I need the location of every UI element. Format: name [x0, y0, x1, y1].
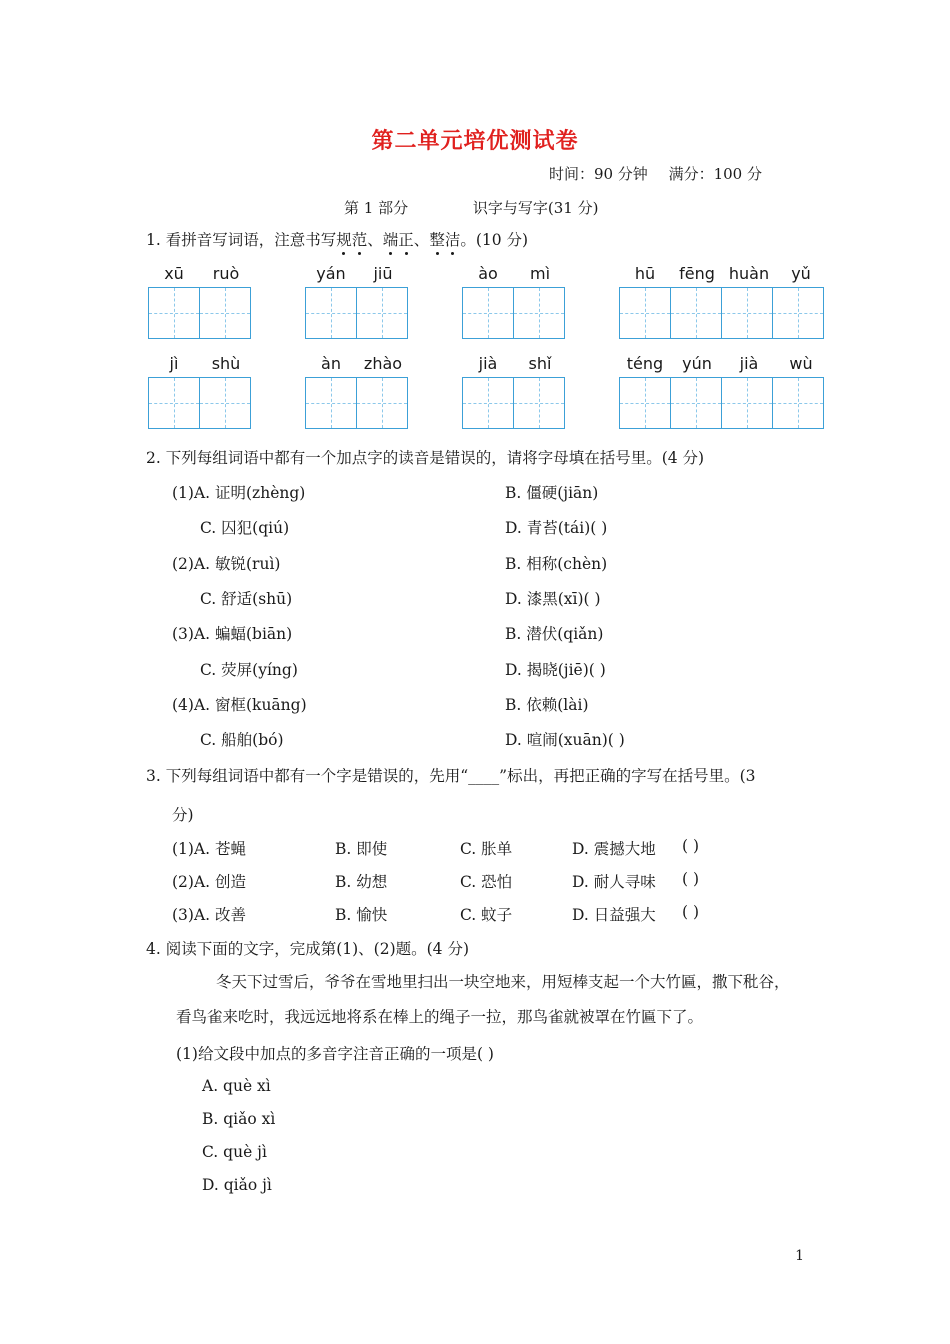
q2-option: B. 僵硬(jiān) [505, 484, 599, 502]
q2-option: (1)A. 证明(zhèng) [172, 484, 306, 502]
writing-cell[interactable] [148, 377, 200, 429]
page-number: 1 [795, 1248, 804, 1264]
q2-option[interactable]: D. 喧闹(xuān)( ) [505, 731, 625, 749]
pinyin-label: yǔ [791, 264, 811, 283]
writing-cell[interactable] [671, 377, 722, 429]
q3-option: C. 蚊子 [460, 906, 513, 924]
q3-option: B. 愉快 [335, 906, 388, 924]
q3-answer-blank[interactable]: ( ) [682, 837, 700, 855]
q3-option: C. 胀单 [460, 840, 513, 858]
writing-cell[interactable] [619, 287, 671, 339]
pinyin-label: ruò [212, 264, 240, 283]
part-name: 识字与写字(31 分) [472, 199, 599, 217]
writing-cell[interactable] [671, 287, 722, 339]
q2-option: (4)A. 窗框(kuāng) [172, 696, 307, 714]
q2-option: (2)A. 敏锐(ruì) [172, 555, 281, 573]
q3-answer-blank[interactable]: ( ) [682, 870, 700, 888]
writing-cell[interactable] [305, 377, 357, 429]
pinyin-label: àn [321, 354, 341, 373]
q3-option: D. 日益强大 [572, 906, 656, 924]
writing-cell[interactable] [357, 287, 408, 339]
pinyin-label: jià [478, 354, 498, 373]
pinyin-label: hū [634, 264, 656, 283]
q3-option: B. 幼想 [335, 873, 388, 891]
pinyin-group-4 [619, 264, 827, 339]
pinyin-label: jià [739, 354, 759, 373]
q4-option-b[interactable]: B. qiǎo xì [202, 1110, 276, 1128]
q3-option: (3)A. 改善 [172, 906, 247, 924]
pinyin-group-2 [305, 264, 409, 339]
q3-option: C. 恐怕 [460, 873, 513, 891]
q3-option: (1)A. 苍蝇 [172, 840, 247, 858]
question-2-stem: 2. 下列每组词语中都有一个加点字的读音是错误的，请将字母填在括号里。(4 分) [146, 449, 705, 467]
pinyin-label: xū [164, 264, 184, 283]
pinyin-group-8 [619, 354, 827, 429]
q3-answer-blank[interactable]: ( ) [682, 903, 700, 921]
writing-cell[interactable] [305, 287, 357, 339]
q3-option: B. 即使 [335, 840, 388, 858]
writing-cell[interactable] [357, 377, 408, 429]
writing-cell[interactable] [722, 287, 773, 339]
question-3-stem: 3. 下列每组词语中都有一个字是错误的，先用“____”标出，再把正确的字写在括号里。(3 [146, 767, 756, 785]
q4-option-a[interactable]: A. què xì [202, 1077, 271, 1095]
q2-option: B. 相称(chèn) [505, 555, 608, 573]
time-limit: 时间：90 分钟 [548, 165, 648, 183]
pinyin-label: shǐ [528, 354, 552, 373]
q2-option[interactable]: D. 揭晓(jiē)( ) [505, 661, 606, 679]
pinyin-label: jiū [373, 264, 393, 283]
exam-meta [549, 163, 762, 184]
pinyin-label: fēng [679, 264, 715, 283]
q2-option: B. 潜伏(qiǎn) [505, 625, 604, 643]
q4-option-c[interactable]: C. què jì [202, 1143, 267, 1161]
writing-cell[interactable] [148, 287, 200, 339]
q2-option[interactable]: D. 漆黑(xī)( ) [505, 590, 601, 608]
pinyin-label: wù [789, 354, 813, 373]
q2-option: C. 舒适(shū) [200, 590, 293, 608]
pinyin-group-1 [148, 264, 252, 339]
question-1-stem: 1. 看拼音写词语，注意书写规范、端正、整洁。(10 分) [146, 228, 528, 250]
passage-line-2: 看鸟雀来吃时，我远远地将系在棒上的绳子一拉，那鸟雀就被罩在竹匾下了。 [176, 1008, 704, 1026]
pinyin-label: jì [169, 354, 179, 373]
writing-cell[interactable] [200, 377, 251, 429]
writing-cell[interactable] [773, 377, 824, 429]
q4-sub-question-1: (1)给文段中加点的多音字注音正确的一项是( ) [176, 1045, 494, 1063]
q3-option: D. 耐人寻味 [572, 873, 656, 891]
q2-option: C. 船舶(bó) [200, 731, 284, 749]
writing-cell[interactable] [619, 377, 671, 429]
q2-option[interactable]: D. 青苔(tái)( ) [505, 519, 608, 537]
pinyin-label: yán [316, 264, 346, 283]
writing-cell[interactable] [514, 287, 565, 339]
pinyin-group-6 [305, 354, 409, 429]
part-label: 第 1 部分 [344, 199, 409, 217]
writing-cell[interactable] [514, 377, 565, 429]
page-title: 第二单元培优测试卷 [371, 128, 579, 154]
pinyin-group-3 [462, 264, 566, 339]
q2-option: B. 依赖(lài) [505, 696, 589, 714]
pinyin-label: mì [529, 264, 551, 283]
pinyin-group-5 [148, 354, 252, 429]
q2-option: (3)A. 蝙蝠(biān) [172, 625, 293, 643]
writing-cell[interactable] [462, 287, 514, 339]
full-score: 满分：100 分 [668, 165, 762, 183]
writing-cell[interactable] [462, 377, 514, 429]
section-header [344, 197, 598, 218]
pinyin-label: zhào [363, 354, 403, 373]
q4-option-d[interactable]: D. qiǎo jì [202, 1176, 272, 1194]
q3-option: (2)A. 创造 [172, 873, 247, 891]
question-4-stem: 4. 阅读下面的文字，完成第(1)、(2)题。(4 分) [146, 940, 470, 958]
q2-option: C. 囚犯(qiú) [200, 519, 290, 537]
question-3-stem-cont: 分) [172, 806, 194, 824]
pinyin-label: shù [211, 354, 241, 373]
pinyin-label: huàn [728, 264, 770, 283]
writing-cell[interactable] [200, 287, 251, 339]
passage-line-1: 冬天下过雪后，爷爷在雪地里扫出一块空地来，用短棒支起一个大竹匾，撒下秕谷， [216, 973, 790, 991]
q2-option: C. 荧屏(yíng) [200, 661, 298, 679]
writing-cell[interactable] [722, 377, 773, 429]
pinyin-label: yún [682, 354, 712, 373]
pinyin-group-7 [462, 354, 566, 429]
pinyin-label: téng [626, 354, 664, 373]
pinyin-label: ào [478, 264, 498, 283]
q3-option: D. 震撼大地 [572, 840, 656, 858]
writing-cell[interactable] [773, 287, 824, 339]
